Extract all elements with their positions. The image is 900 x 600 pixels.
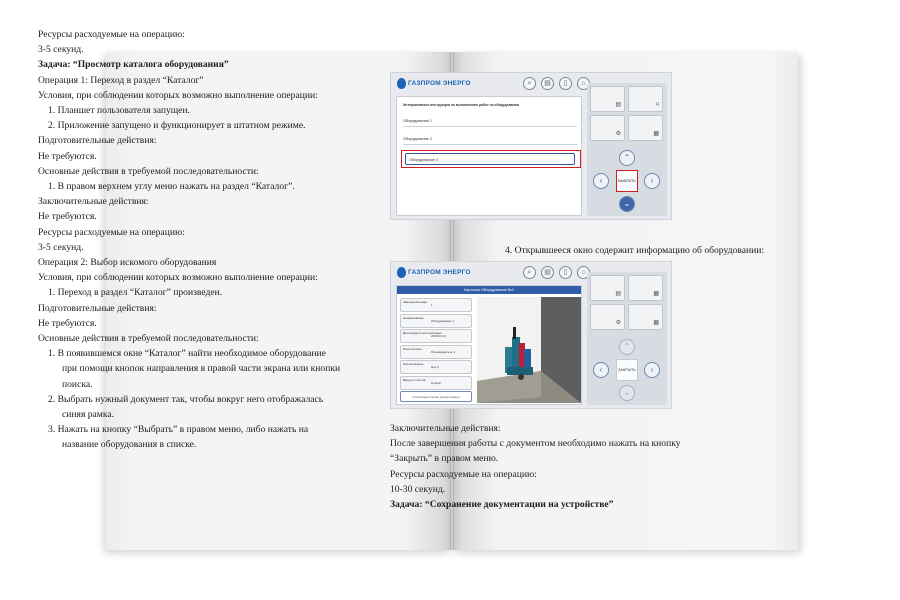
catalog-icon: ▤ — [615, 291, 621, 298]
text-line: Условия, при соблюдении которых возможно выполнение операции: — [38, 272, 318, 284]
card-field — [400, 376, 472, 390]
equipment-3d-model — [477, 297, 581, 403]
text-line: Операция 2: Выбор искомого оборудования — [38, 257, 217, 269]
top-icon-buttons — [523, 266, 590, 279]
gazprom-logo: ГАЗПРОМ ЭНЕРГО — [397, 267, 471, 278]
text-line: 1. В правом верхнем углу меню нажать на раздел “Каталог”. — [48, 181, 295, 193]
text-line: После завершения работы с документом необходимо нажать на кнопку — [390, 438, 681, 450]
text-line: Не требуются. — [38, 211, 97, 223]
text-line: 10-30 секунд. — [390, 483, 446, 495]
document-icon: ▦ — [653, 320, 659, 327]
arrow-left-icon: ‹ — [593, 362, 609, 378]
field-label: Наименование — [403, 315, 424, 320]
arrow-up-icon: ⌃ — [619, 339, 635, 355]
documentation-button: Сопроводительная документация — [400, 391, 472, 402]
text-line: при помощи кнопок направления в правой части экрана или кнопки — [62, 363, 341, 375]
home-icon: ⌂ — [577, 77, 590, 90]
text-line: Ресурсы расходуемые на операцию: — [38, 29, 185, 40]
text-line: Основные действия в требуемой последовательности: — [38, 333, 259, 345]
list-item-selected: Оборудование 3 — [405, 153, 575, 165]
text-line: название оборудования в списке. — [62, 439, 197, 451]
card-title: Карточка Оборудования №1 — [397, 286, 581, 294]
document-icon: ▦ — [653, 291, 659, 298]
text-line: Задача: “Просмотр каталога оборудования” — [38, 59, 229, 71]
text-line: Не требуются. — [38, 317, 97, 329]
card-field — [400, 329, 472, 343]
text-line: Заключительные действия: — [390, 423, 501, 434]
arrow-right-icon: › — [644, 173, 660, 189]
gear-icon: ⚙ — [615, 131, 621, 138]
step-4-text: 4. Открывшееся окно содержит информацию об оборудовании: — [505, 245, 765, 256]
menu-tile — [590, 304, 625, 330]
text-line: Ресурсы расходуемые на операцию: — [390, 468, 537, 480]
top-icon-buttons — [523, 77, 590, 90]
text-line: 3-5 секунд. — [38, 44, 84, 56]
left-page-text — [38, 27, 341, 453]
arrow-down-icon: ⌄ — [619, 385, 635, 401]
catalog-icon: ▤ — [541, 77, 554, 90]
right-page-text — [390, 421, 690, 512]
catalog-panel — [396, 96, 582, 216]
menu-tile — [628, 275, 663, 301]
text-line: 1. Переход в раздел “Каталог” произведен. — [48, 287, 223, 299]
side-menu — [587, 272, 667, 405]
text-line: 1. Планшет пользователя запущен. — [48, 105, 190, 117]
text-line: Подготовительные действия: — [38, 302, 157, 314]
text-line: Задача: “Сохранение документации на устройстве” — [390, 499, 614, 511]
text-line: 2. Приложение запущено и функционирует в штатном режиме. — [48, 120, 306, 132]
equipment-card — [396, 285, 582, 405]
catalog-icon: ▤ — [615, 102, 621, 109]
select-button: ВЫБРАТЬ — [616, 170, 638, 192]
field-label: Изготовитель — [403, 346, 422, 351]
document-icon: ▯ — [559, 77, 572, 90]
arrow-down-icon: ⌄ — [619, 196, 635, 212]
search-icon: ⌕ — [523, 77, 536, 90]
text-line: поиска. — [62, 378, 93, 390]
text-line: “Закрыть” в правом меню. — [390, 453, 499, 465]
close-button: ЗАКРЫТЬ — [616, 359, 638, 381]
text-line: Не требуются. — [38, 150, 97, 162]
side-menu — [587, 83, 667, 216]
text-line: Ресурсы расходуемые на операцию: — [38, 226, 185, 238]
panel-title: Интерактивные инструкции по выполнению работ на оборудовании — [403, 103, 519, 107]
gazprom-logo: ГАЗПРОМ ЭНЕРГО — [397, 78, 471, 89]
catalog-icon: ▤ — [541, 266, 554, 279]
text-line: Условия, при соблюдении которых возможно выполнение операции: — [38, 89, 318, 101]
field-value: Агрегат — [431, 380, 442, 385]
list-item: Оборудование 1 — [403, 115, 577, 127]
field-label: Заводской номер — [403, 300, 428, 304]
field-value: Цех 4 — [431, 365, 439, 369]
menu-tile — [628, 304, 663, 330]
field-label: Дата ввода в эксплуатацию — [403, 331, 442, 335]
document-icon: ▦ — [653, 131, 659, 138]
text-line: Операция 1: Переход в раздел “Каталог” — [38, 74, 204, 86]
text-line: синяя рамка. — [62, 409, 115, 421]
menu-tile — [590, 86, 625, 112]
text-line: 3-5 секунд. — [38, 241, 84, 253]
field-value: 2023.01.01 — [431, 334, 447, 338]
text-line: 2. Выбрать нужный документ так, чтобы вокруг него отображалась — [48, 393, 324, 405]
card-field — [400, 360, 472, 374]
text-line: 3. Нажать на кнопку “Выбрать” в правом меню, либо нажать на — [48, 424, 309, 436]
card-field — [400, 314, 472, 328]
menu-tile — [590, 115, 625, 141]
text-line: Подготовительные действия: — [38, 135, 157, 147]
home-icon: ⌂ — [577, 266, 590, 279]
search-icon: ⌕ — [523, 266, 536, 279]
menu-tile — [590, 275, 625, 301]
menu-tile — [628, 115, 663, 141]
gear-icon: ⚙ — [615, 320, 621, 327]
field-value: 1 — [431, 303, 433, 307]
arrow-right-icon: › — [644, 362, 660, 378]
bookmark-icon: ⌑ — [655, 102, 659, 109]
list-item: Оборудование 2 — [403, 133, 577, 145]
field-label: Вводит в состав — [403, 377, 426, 382]
document-icon: ▯ — [559, 266, 572, 279]
card-field — [400, 298, 472, 312]
card-field — [400, 345, 472, 359]
field-value: Производитель 1 — [431, 349, 455, 354]
text-line: Заключительные действия: — [38, 196, 149, 208]
text-line: Основные действия в требуемой последовательности: — [38, 165, 259, 177]
menu-tile — [628, 86, 663, 112]
field-label: Расположение — [403, 362, 424, 366]
red-highlight-frame — [401, 150, 581, 168]
equipment-card-screenshot — [390, 261, 672, 409]
arrow-left-icon: ‹ — [593, 173, 609, 189]
arrow-up-icon: ⌃ — [619, 150, 635, 166]
text-line: 1. В появившемся окне “Каталог” найти необходимое оборудование — [48, 348, 326, 360]
catalog-screenshot — [390, 72, 672, 220]
field-value: Оборудование 1 — [431, 318, 454, 323]
